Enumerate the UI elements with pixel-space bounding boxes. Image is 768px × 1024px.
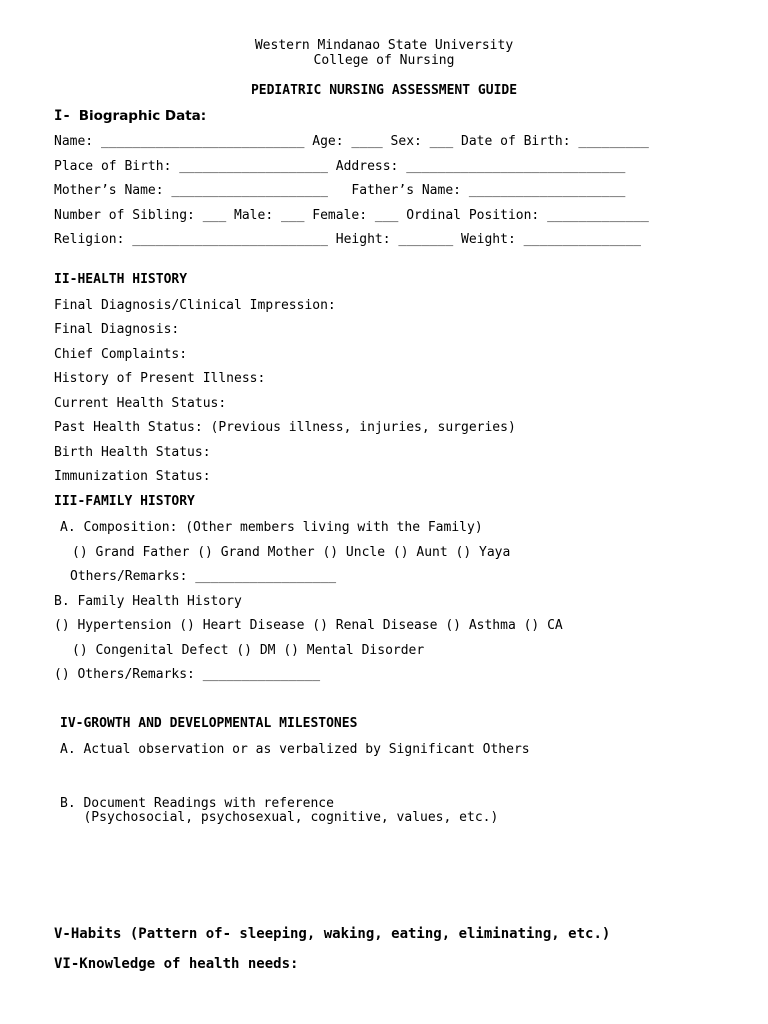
growth-item-a: A. Actual observation or as verbalized by Significant Others bbox=[60, 742, 530, 757]
biographic-line-parents[interactable]: Mother’s Name: ____________________ Father’s Name: ____________________ bbox=[54, 183, 626, 198]
section-knowledge-heading: VI-Knowledge of health needs: bbox=[54, 956, 299, 972]
form-title: PEDIATRIC NURSING ASSESSMENT GUIDE bbox=[250, 83, 518, 98]
health-immunization-status: Immunization Status: bbox=[54, 469, 211, 484]
health-current-status: Current Health Status: bbox=[54, 396, 227, 411]
health-chief-complaints: Chief Complaints: bbox=[54, 347, 188, 362]
biographic-line-birthplace[interactable]: Place of Birth: ___________________ Address: ____________________________ bbox=[54, 159, 626, 174]
college-name: College of Nursing bbox=[313, 53, 455, 68]
health-final-diagnosis: Final Diagnosis: bbox=[54, 322, 180, 337]
biographic-line-name[interactable]: Name: __________________________ Age: ____ Sex: ___ Date of Birth: _________ bbox=[54, 134, 649, 149]
university-name: Western Mindanao State University bbox=[254, 38, 514, 53]
growth-item-b: B. Document Readings with reference bbox=[60, 796, 334, 811]
family-health-others-remarks-field[interactable]: () Others/Remarks: _______________ bbox=[54, 667, 321, 682]
family-members-checklist[interactable]: () Grand Father () Grand Mother () Uncle () Aunt () Yaya bbox=[72, 545, 511, 560]
health-final-diagnosis-impression: Final Diagnosis/Clinical Impression: bbox=[54, 298, 336, 313]
family-composition: A. Composition: (Other members living with the Family) bbox=[60, 520, 483, 535]
family-disease-checklist-1[interactable]: () Hypertension () Heart Disease () Renal Disease () Asthma () CA bbox=[54, 618, 563, 633]
growth-item-b-detail: (Psychosocial, psychosexual, cognitive, values, etc.) bbox=[60, 810, 499, 825]
health-past-status: Past Health Status: (Previous illness, injuries, surgeries) bbox=[54, 420, 516, 435]
biographic-line-religion[interactable]: Religion: _________________________ Height: _______ Weight: _______________ bbox=[54, 232, 641, 247]
family-disease-checklist-2[interactable]: () Congenital Defect () DM () Mental Disorder bbox=[72, 643, 425, 658]
section-family-history-heading: III-FAMILY HISTORY bbox=[54, 494, 195, 509]
section-habits-heading: V-Habits (Pattern of- sleeping, waking, eating, eliminating, etc.) bbox=[54, 926, 611, 942]
section-title: Biographic Data: bbox=[78, 108, 207, 124]
section-growth-heading: IV-GROWTH AND DEVELOPMENTAL MILESTONES bbox=[60, 716, 358, 731]
biographic-line-siblings[interactable]: Number of Sibling: ___ Male: ___ Female: ___ Ordinal Position: _____________ bbox=[54, 208, 649, 223]
section-health-history-heading: II-HEALTH HISTORY bbox=[54, 272, 188, 287]
health-present-illness: History of Present Illness: bbox=[54, 371, 266, 386]
health-birth-status: Birth Health Status: bbox=[54, 445, 211, 460]
family-others-remarks-field[interactable]: Others/Remarks: __________________ bbox=[70, 569, 337, 584]
section-number: I- bbox=[54, 108, 71, 124]
section-biographic-heading bbox=[54, 109, 206, 124]
family-health-history-heading: B. Family Health History bbox=[54, 594, 242, 609]
